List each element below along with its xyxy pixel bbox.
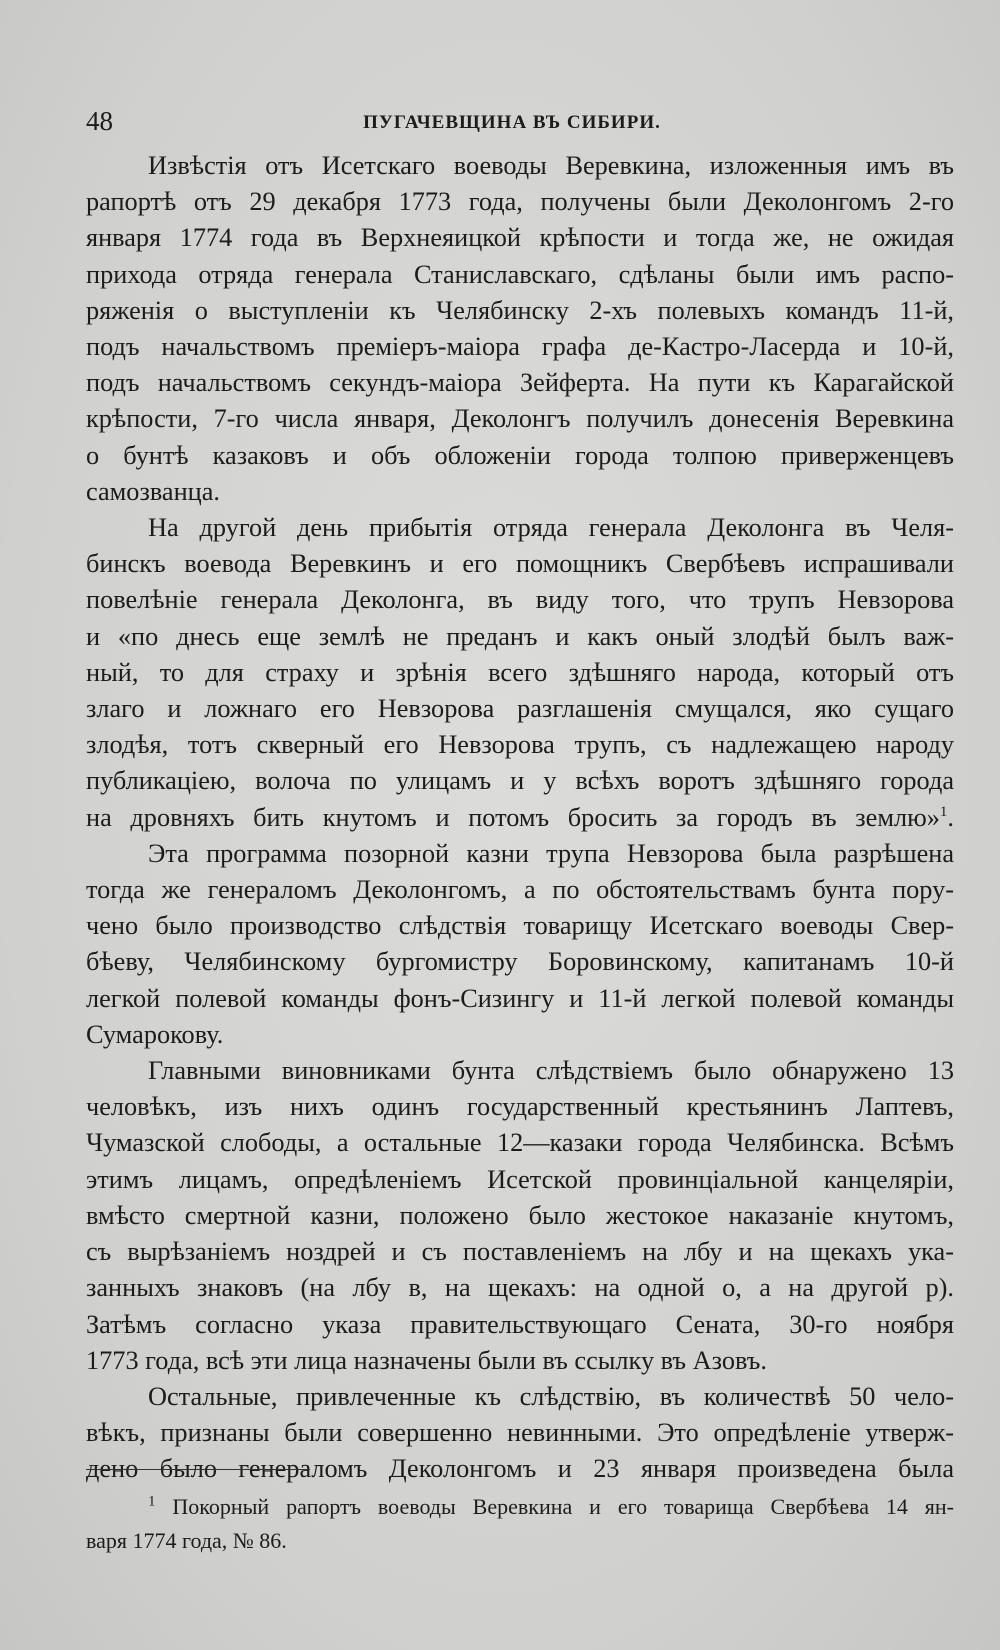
text-line-content: на дровняхъ бить кнутомъ и потомъ бросить за городъ въ землю» (86, 802, 940, 832)
text-line: и «по днесь еще землѣ не преданъ и какъ оный злодѣй былъ важ- (86, 621, 954, 651)
text-line: злодѣя, тотъ скверный его Невзорова трупъ, съ надлежащею народу (86, 730, 954, 760)
text-line: самозванца. (86, 476, 220, 506)
footnote-text: Покорный рапортъ воеводы Веревкина и его товарища Свербѣева 14 ян- (172, 1494, 954, 1519)
text-line: бинскъ воевода Веревкинъ и его помощникъ Свербѣевъ испрашивали (86, 549, 954, 579)
text-line: дено было генераломъ Деколонгомъ и 23 января произведена была (86, 1454, 954, 1484)
text-line: о бунтѣ казаковъ и объ обложеніи города толпою приверженцевъ (86, 440, 954, 470)
text-line: чено было производство слѣдствія товарищу Исетскаго воеводы Свер- (86, 911, 954, 941)
text-line: На другой день прибытія отряда генерала Деколонга въ Челя- (148, 513, 954, 543)
page-number: 48 (86, 106, 113, 136)
text-line: подъ начальствомъ секундъ-маіора Зейферта. На пути къ Карагайской (86, 368, 954, 398)
page-header (86, 100, 938, 140)
text-line: ряженія о выступленіи къ Челябинску 2-хъ полевыхъ командъ 11-й, (86, 295, 954, 325)
text-line: публикаціею, волоча по улицамъ и у всѣхъ воротъ здѣшняго города (86, 766, 954, 796)
text-line: крѣпости, 7-го числа января, Деколонгъ получилъ донесенія Веревкина (86, 404, 954, 434)
paragraph-2 (86, 510, 954, 836)
body-text (86, 148, 954, 1488)
text-line: вѣкъ, признаны были совершенно невинными. Это опредѣленіе утверж- (86, 1418, 954, 1448)
text-line: повелѣніе генерала Деколонга, въ виду того, что трупъ Невзорова (86, 585, 954, 615)
text-line: января 1774 года въ Верхнеяицкой крѣпости и тогда же, не ожидая (86, 223, 954, 253)
text-line (86, 800, 954, 836)
footnote-mark: 1 (148, 1493, 156, 1510)
footnote-separator (86, 1469, 310, 1470)
paragraph-1 (86, 148, 954, 510)
text-line: легкой полевой команды фонъ-Сизингу и 11-й легкой полевой команды (86, 983, 954, 1013)
text-line: тогда же генераломъ Деколонгомъ, а по обстоятельствамъ бунта пору- (86, 875, 954, 905)
footnote-line (86, 1490, 954, 1524)
text-line: съ вырѣзаніемъ ноздрей и съ поставленіемъ на лбу и на щекахъ ука- (86, 1237, 954, 1267)
text-line: Эта программа позорной казни трупа Невзорова была разрѣшена (148, 838, 954, 868)
text-line: подъ начальствомъ преміеръ-маіора графа де-Кастро-Ласерда и 10-й, (86, 332, 954, 362)
footnote-reference: 1 (939, 803, 948, 820)
text-line: ный, то для страху и зрѣнія всего здѣшняго народа, который отъ (86, 657, 954, 687)
text-line: Сумарокову. (86, 1019, 224, 1049)
text-line: этимъ лицамъ, опредѣленіемъ Исетской провинціальной канцеляріи, (86, 1164, 954, 1194)
text-line: человѣкъ, изъ нихъ одинъ государственный крестьянинъ Лаптевъ, (86, 1092, 954, 1122)
paragraph-4 (86, 1053, 954, 1379)
text-line: Затѣмъ согласно указа правительствующаго Сената, 30-го ноября (86, 1309, 954, 1339)
paragraph-5 (86, 1379, 954, 1488)
text-line: Главными виновниками бунта слѣдствіемъ было обнаружено 13 (148, 1056, 954, 1086)
text-line: занныхъ знаковъ (на лбу в, на щекахъ: на одной о, а на другой р). (86, 1273, 954, 1303)
text-line: злаго и ложнаго его Невзорова разглашенія смущался, яко сущаго (86, 694, 954, 724)
text-line: прихода отряда генерала Станиславскаго, сдѣланы были имъ распо- (86, 259, 954, 289)
text-line: 1773 года, всѣ эти лица назначены были въ ссылку въ Азовъ. (86, 1345, 767, 1375)
text-line: рапортѣ отъ 29 декабря 1773 года, получены были Деколонгомъ 2-го (86, 187, 954, 217)
text-line: Чумазской слободы, а остальные 12—казаки города Челябинска. Всѣмъ (86, 1128, 954, 1158)
footnote-line: варя 1774 года, № 86. (86, 1528, 287, 1553)
text-line: бѣеву, Челябинскому бургомистру Боровинскому, капитанамъ 10-й (86, 947, 954, 977)
text-line: Остальные, привлеченные къ слѣдствію, въ количествѣ 50 чело- (148, 1381, 954, 1411)
text-line: Извѣстія отъ Исетскаго воеводы Веревкина, изложенныя имъ въ (148, 151, 954, 180)
running-title: ПУГАЧЕВЩИНА ВЪ СИБИРИ. (363, 112, 661, 133)
footnote (86, 1490, 954, 1558)
text-line: вмѣсто смертной казни, положено было жестокое наказаніе кнутомъ, (86, 1200, 954, 1230)
text-line-tail: . (947, 802, 954, 832)
paragraph-3 (86, 836, 954, 1053)
